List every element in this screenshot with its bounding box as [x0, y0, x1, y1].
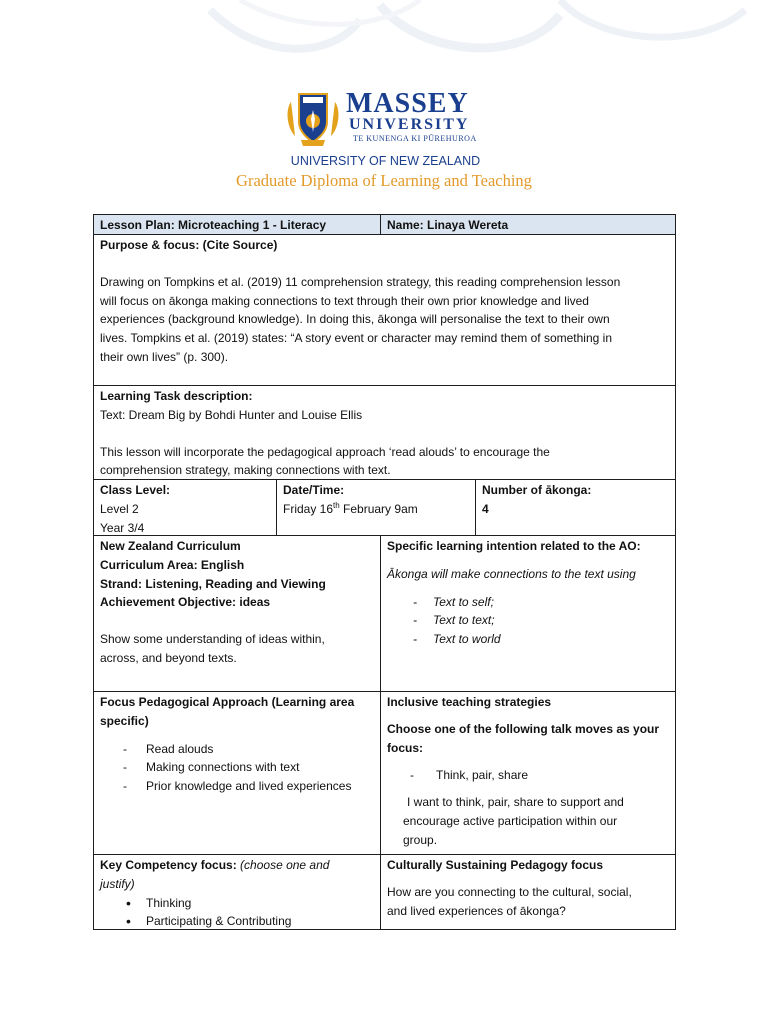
- culturally-sustaining-body: and lived experiences of ākonga?: [387, 903, 566, 918]
- class-year-value: Year 3/4: [100, 520, 145, 535]
- purpose-line: Drawing on Tompkins et al. (2019) 11 comprehension strategy, this reading comprehension lesson: [100, 274, 621, 289]
- achievement-objective: Achievement Objective: ideas: [100, 595, 271, 610]
- curriculum-strand: Strand: Listening, Reading and Viewing: [100, 576, 326, 591]
- key-competency-cell: [93, 854, 381, 930]
- culturally-sustaining-body: How are you connecting to the cultural, social,: [387, 884, 632, 899]
- list-item: - Read alouds: [100, 740, 374, 759]
- inclusive-cell: [380, 691, 676, 855]
- focus-approach-heading: specific): [100, 713, 149, 728]
- inclusive-body: group.: [403, 832, 438, 847]
- inclusive-body: I want to think, pair, share to support and: [407, 795, 624, 810]
- massey-logo: [283, 88, 493, 173]
- class-level-value: Level 2: [100, 501, 139, 516]
- key-competency-note: justify): [100, 876, 135, 891]
- number-akonga-value: 4: [482, 501, 489, 516]
- list-item: - Text to self;: [387, 593, 669, 612]
- student-name: Name: Linaya Wereta: [387, 218, 509, 232]
- number-akonga-heading: Number of ākonga:: [482, 483, 592, 497]
- list-item: • Participating & Contributing: [100, 912, 374, 930]
- list-item: - Think, pair, share: [387, 766, 669, 785]
- key-competency-heading-line: Key Competency focus: (choose one and: [100, 858, 330, 872]
- curriculum-body: across, and beyond texts.: [100, 650, 237, 665]
- list-item: • Thinking: [100, 894, 374, 913]
- inclusive-body: encourage active participation within our: [403, 813, 618, 828]
- date-time-value: Friday 16th February 9am: [283, 500, 418, 516]
- focus-approach-cell: [93, 691, 381, 855]
- learning-task-text: Text: Dream Big by Bohdi Hunter and Louise Ellis: [100, 407, 363, 422]
- learning-intention-heading: Specific learning intention related to the AO:: [387, 539, 641, 553]
- header-watermark: [0, 0, 768, 70]
- class-level-cell: [93, 479, 277, 536]
- university-crest-icon: [283, 88, 343, 148]
- university-name: MASSEY: [346, 88, 469, 119]
- list-item: - Text to text;: [387, 611, 669, 630]
- purpose-line: their own lives” (p. 300).: [100, 349, 229, 364]
- learning-task-line: comprehension strategy, making connections with text.: [100, 463, 391, 478]
- number-akonga-cell: [475, 479, 676, 536]
- inclusive-heading: Inclusive teaching strategies: [387, 695, 552, 709]
- curriculum-area: Curriculum Area: English: [100, 557, 245, 572]
- list-item: - Making connections with text: [100, 758, 374, 777]
- lesson-plan-title: Lesson Plan: Microteaching 1 - Literacy: [100, 218, 327, 232]
- date-time-heading: Date/Time:: [283, 483, 345, 497]
- maori-name: TE KUNENGA KI PŪREHUROA: [353, 134, 477, 143]
- focus-approach-heading: Focus Pedagogical Approach (Learning area: [100, 695, 355, 709]
- curriculum-body: Show some understanding of ideas within,: [100, 632, 325, 647]
- class-level-heading: Class Level:: [100, 483, 171, 497]
- learning-intention-cell: [380, 535, 676, 692]
- inclusive-subheading: focus:: [387, 740, 423, 755]
- lesson-plan-title-cell: [93, 214, 381, 235]
- learning-task-heading: Learning Task description:: [100, 389, 253, 403]
- purpose-line: experiences (background knowledge). In doing this, ākonga will personalise the text to their own: [100, 312, 610, 327]
- list-item: - Prior knowledge and lived experiences: [100, 777, 374, 796]
- name-cell: [380, 214, 676, 235]
- list-item: - Text to world: [387, 630, 669, 649]
- purpose-heading: Purpose & focus: (Cite Source): [100, 238, 278, 252]
- culturally-sustaining-heading: Culturally Sustaining Pedagogy focus: [387, 858, 604, 872]
- learning-task-line: This lesson will incorporate the pedagogical approach ‘read alouds’ to encourage the: [100, 444, 550, 459]
- learning-task-cell: [93, 385, 676, 480]
- curriculum-line: New Zealand Curriculum: [100, 539, 241, 553]
- purpose-line: will focus on ākonga making connections to text through their own prior knowledge and lived: [100, 293, 589, 308]
- date-time-cell: [276, 479, 476, 536]
- country-line: UNIVERSITY OF NEW ZEALAND: [290, 154, 481, 168]
- culturally-sustaining-cell: [380, 854, 676, 930]
- purpose-line: lives. Tompkins et al. (2019) states: “A story event or character may remind them of something in: [100, 331, 612, 346]
- inclusive-subheading: Choose one of the following talk moves as your: [387, 721, 660, 736]
- learning-intention-intro: Ākonga will make connections to the text using: [387, 566, 636, 581]
- programme-title: Graduate Diploma of Learning and Teaching: [236, 171, 532, 190]
- university-word: UNIVERSITY: [349, 116, 470, 133]
- lesson-plan-table: [93, 214, 676, 930]
- curriculum-cell: [93, 535, 381, 692]
- purpose-cell: [93, 234, 676, 386]
